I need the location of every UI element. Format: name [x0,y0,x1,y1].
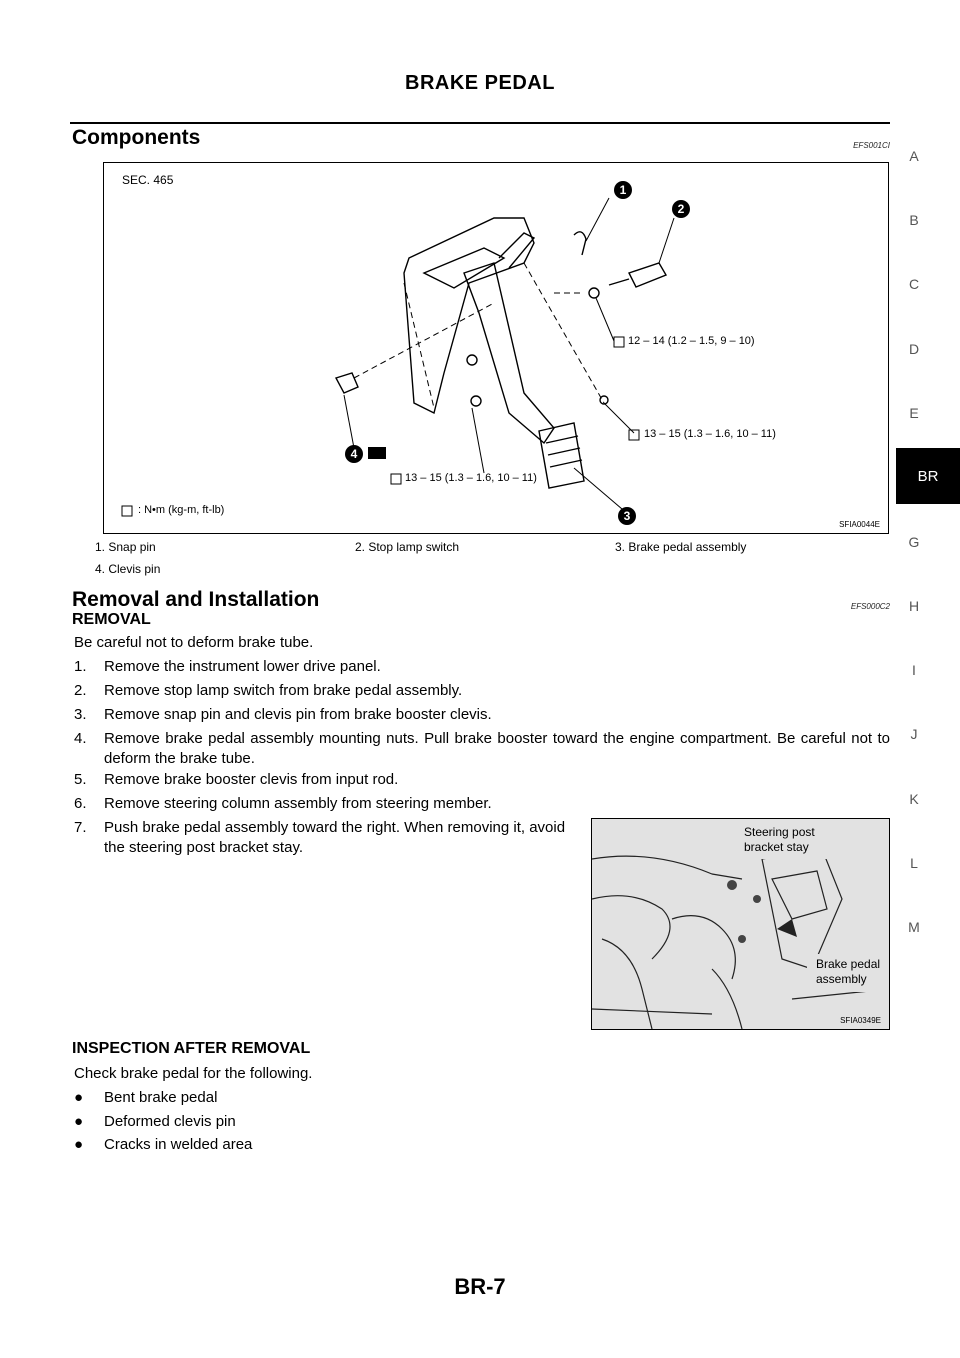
legend-item-2: 2. Stop lamp switch [355,540,460,554]
removal-step-3: 3. Remove snap pin and clevis pin from brake booster clevis. [74,706,492,723]
side-index-br-active[interactable]: BR [896,448,960,504]
removal-step-7: 7. Push brake pedal assembly toward the right. When removing it, avoid the steering post bracket stay. [74,819,566,856]
torque-units: : N•m (kg-m, ft-lb) [138,504,225,516]
bullet-icon: ● [74,1089,84,1106]
svg-text:1: 1 [619,183,627,197]
removal-subheading: REMOVAL [72,611,151,628]
legend-item-3: 3. Brake pedal assembly [615,540,747,554]
photo-illustration [592,819,889,1029]
inspection-bullet-2: ● Deformed clevis pin [74,1113,236,1130]
side-index-l[interactable]: L [910,855,918,871]
torque-spec-1: 12 – 14 (1.2 – 1.5, 9 – 10) [628,335,755,347]
torque-icon [614,337,624,347]
side-index-k[interactable]: K [909,791,919,807]
side-index-c[interactable]: C [908,276,920,292]
callout-3 [618,507,636,525]
torque-icon [122,506,132,516]
page-number: BR-7 [454,1274,506,1299]
inspection-subheading: INSPECTION AFTER REMOVAL [72,1040,311,1057]
steering-post-photo [591,818,890,1030]
photo-label-brake-pedal: Brake pedal [816,957,881,971]
components-figure [103,162,889,534]
removal-code: EFS000C2 [850,602,890,611]
torque-spec-3: 13 – 15 (1.3 – 1.6, 10 – 11) [405,472,537,484]
figure-sec: SEC. 465 [122,173,174,187]
photo-label-bracket-stay: bracket stay [744,840,809,854]
callout-4 [345,445,386,463]
side-index-g[interactable]: G [908,534,920,550]
svg-text:2: 2 [677,202,685,216]
side-index-e[interactable]: E [909,405,919,421]
removal-step-1: 1. Remove the instrument lower drive panel. [74,658,381,675]
removal-step-6: 6. Remove steering column assembly from steering member. [74,795,492,812]
side-index-m[interactable]: M [908,919,920,935]
legend-item-4: 4. Clevis pin [95,562,161,576]
bullet-icon: ● [74,1113,84,1130]
callout-1 [614,181,632,199]
inspection-intro: Check brake pedal for the following. [74,1065,313,1082]
torque-icon [629,430,639,440]
svg-text:3: 3 [623,509,631,523]
legend-item-1: 1. Snap pin [95,540,156,554]
inspection-bullet-1: ● Bent brake pedal [74,1089,218,1106]
components-heading: Components [72,126,201,149]
photo-label-assembly: assembly [816,972,867,986]
photo-label-steering-post: Steering post [744,825,815,839]
side-index-j[interactable]: J [910,726,918,742]
figure-id: SFIA0044E [839,520,880,529]
page-header-title: BRAKE PEDAL [405,72,555,94]
removal-heading: Removal and Installation [72,588,320,611]
components-code: EFS001CI [853,141,890,150]
callout-2 [672,200,690,218]
bullet-icon: ● [74,1136,84,1153]
side-index-a[interactable]: A [909,148,919,164]
removal-step-4: 4. Remove brake pedal assembly mounting nuts. Pull brake booster toward the engine compartment. Be careful not to deform the brake tube. [74,730,890,767]
photo-figure-id: SFIA0349E [840,1016,881,1025]
header-rule [70,122,890,124]
removal-step-5: 5. Remove brake booster clevis from input rod. [74,771,399,788]
side-index-i[interactable]: I [912,662,916,678]
svg-text:4: 4 [350,447,358,461]
side-index-h[interactable]: H [908,598,920,614]
inspection-bullet-3: ● Cracks in welded area [74,1136,253,1153]
removal-caution: Be careful not to deform brake tube. [74,634,314,651]
side-index-b[interactable]: B [909,212,919,228]
torque-spec-2: 13 – 15 (1.3 – 1.6, 10 – 11) [644,428,776,440]
torque-icon [391,474,401,484]
side-index-d[interactable]: D [908,341,920,357]
removal-step-2: 2. Remove stop lamp switch from brake pedal assembly. [74,682,463,699]
